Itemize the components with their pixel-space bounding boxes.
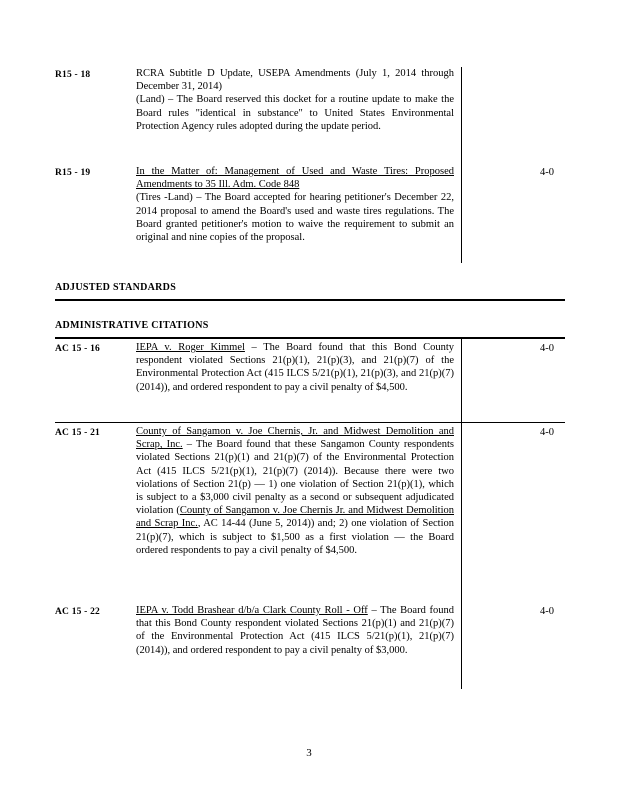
- entry-body: – The Board found that this Bond County respondent violated Sections 21(p)(1) and 21(p)(7) of the Environmental Protection Act (415 ILCS 5/21(p)(1), 21(p)(7) (2014)), and ordered respondent to pay a civil penalty of $3,000.: [136, 605, 454, 656]
- entry-description: [136, 341, 454, 394]
- vote-count: 4-0: [540, 343, 554, 354]
- docket-number: AC 15 - 16: [55, 344, 101, 354]
- vote-count: 4-0: [540, 606, 554, 617]
- docket-number: AC 15 - 22: [55, 607, 101, 617]
- section-rule: [55, 299, 565, 301]
- vote-count: 4-0: [540, 167, 554, 178]
- docket-number: R15 - 18: [55, 70, 91, 80]
- entry-body: (Land) – The Board reserved this docket for a routine update to make the Board rules "identical in substance" to United States Environmental Protection Agency rules adopted during the update period.: [136, 94, 454, 132]
- section-heading-adjusted-standards: ADJUSTED STANDARDS: [55, 282, 177, 293]
- case-title-link[interactable]: County of Sangamon v. Joe Chernis, Jr. and Midwest Demolition and Scrap, Inc.: [136, 426, 454, 451]
- entry-body: (Tires -Land) – The Board accepted for hearing petitioner's December 22, 2014 proposal to amend the Board's used and waste tires regulations. The Board granted petitioner's motion to waive the requirement to submit an original and nine copies of the proposal.: [136, 192, 454, 244]
- entry-description: [136, 67, 454, 133]
- column-divider: [461, 67, 462, 263]
- column-divider: [461, 339, 462, 689]
- case-title-link[interactable]: IEPA v. Todd Brashear d/b/a Clark County Roll - Off: [136, 605, 368, 616]
- entry-body-continued: , AC 14-44 (June 5, 2014)) and; 2) one violation of Section 21(p)(7), which is subject to $1,500 as a first violation — the Board ordered respondents to pay a civil penalty of $4,500.: [136, 518, 454, 556]
- docket-number: AC 15 - 21: [55, 428, 101, 438]
- entry-description: [136, 604, 454, 657]
- entry-body: – The Board found that this Bond County respondent violated Sections 21(p)(1), 21(p)(3), and 21(p)(7) of the Environmental Protection Act (415 ILCS 5/21(p)(1), 21(p)(3), and 21(p)(7) (2014)), and ordered respondent to pay a civil penalty of $4,500.: [136, 342, 454, 393]
- case-title-link[interactable]: IEPA v. Roger Kimmel: [136, 342, 245, 353]
- citation-link[interactable]: County of Sangamon v. Joe Chernis Jr. and Midwest Demolition and Scrap Inc.: [136, 505, 455, 530]
- section-heading-administrative-citations: ADMINISTRATIVE CITATIONS: [55, 320, 209, 331]
- entry-description: [136, 165, 454, 244]
- entry-title-link[interactable]: In the Matter of: Management of Used and Waste Tires: Proposed Amendments to 35 Ill. Adm. Code 848: [136, 166, 454, 191]
- entry-title: RCRA Subtitle D Update, USEPA Amendments (July 1, 2014 through December 31, 2014): [136, 68, 454, 93]
- row-divider: [55, 422, 565, 423]
- section-rule: [55, 337, 565, 339]
- vote-count: 4-0: [540, 427, 554, 438]
- entry-description: [136, 425, 454, 557]
- docket-number: R15 - 19: [55, 168, 91, 178]
- page-number: 3: [306, 747, 312, 759]
- entry-body: – The Board found that these Sangamon County respondents violated Sections 21(p)(1) and 21(p)(7) of the Environmental Protection Act (415 ILCS 5/21(p)(1), 21(p)(7) (2014)). Because there were two violations of Section 21(p) — 1) one violation of Section 21(p)(1), which is subject to a $3,000 civil penalty as a second or subsequent adjudicated violation (: [136, 439, 454, 517]
